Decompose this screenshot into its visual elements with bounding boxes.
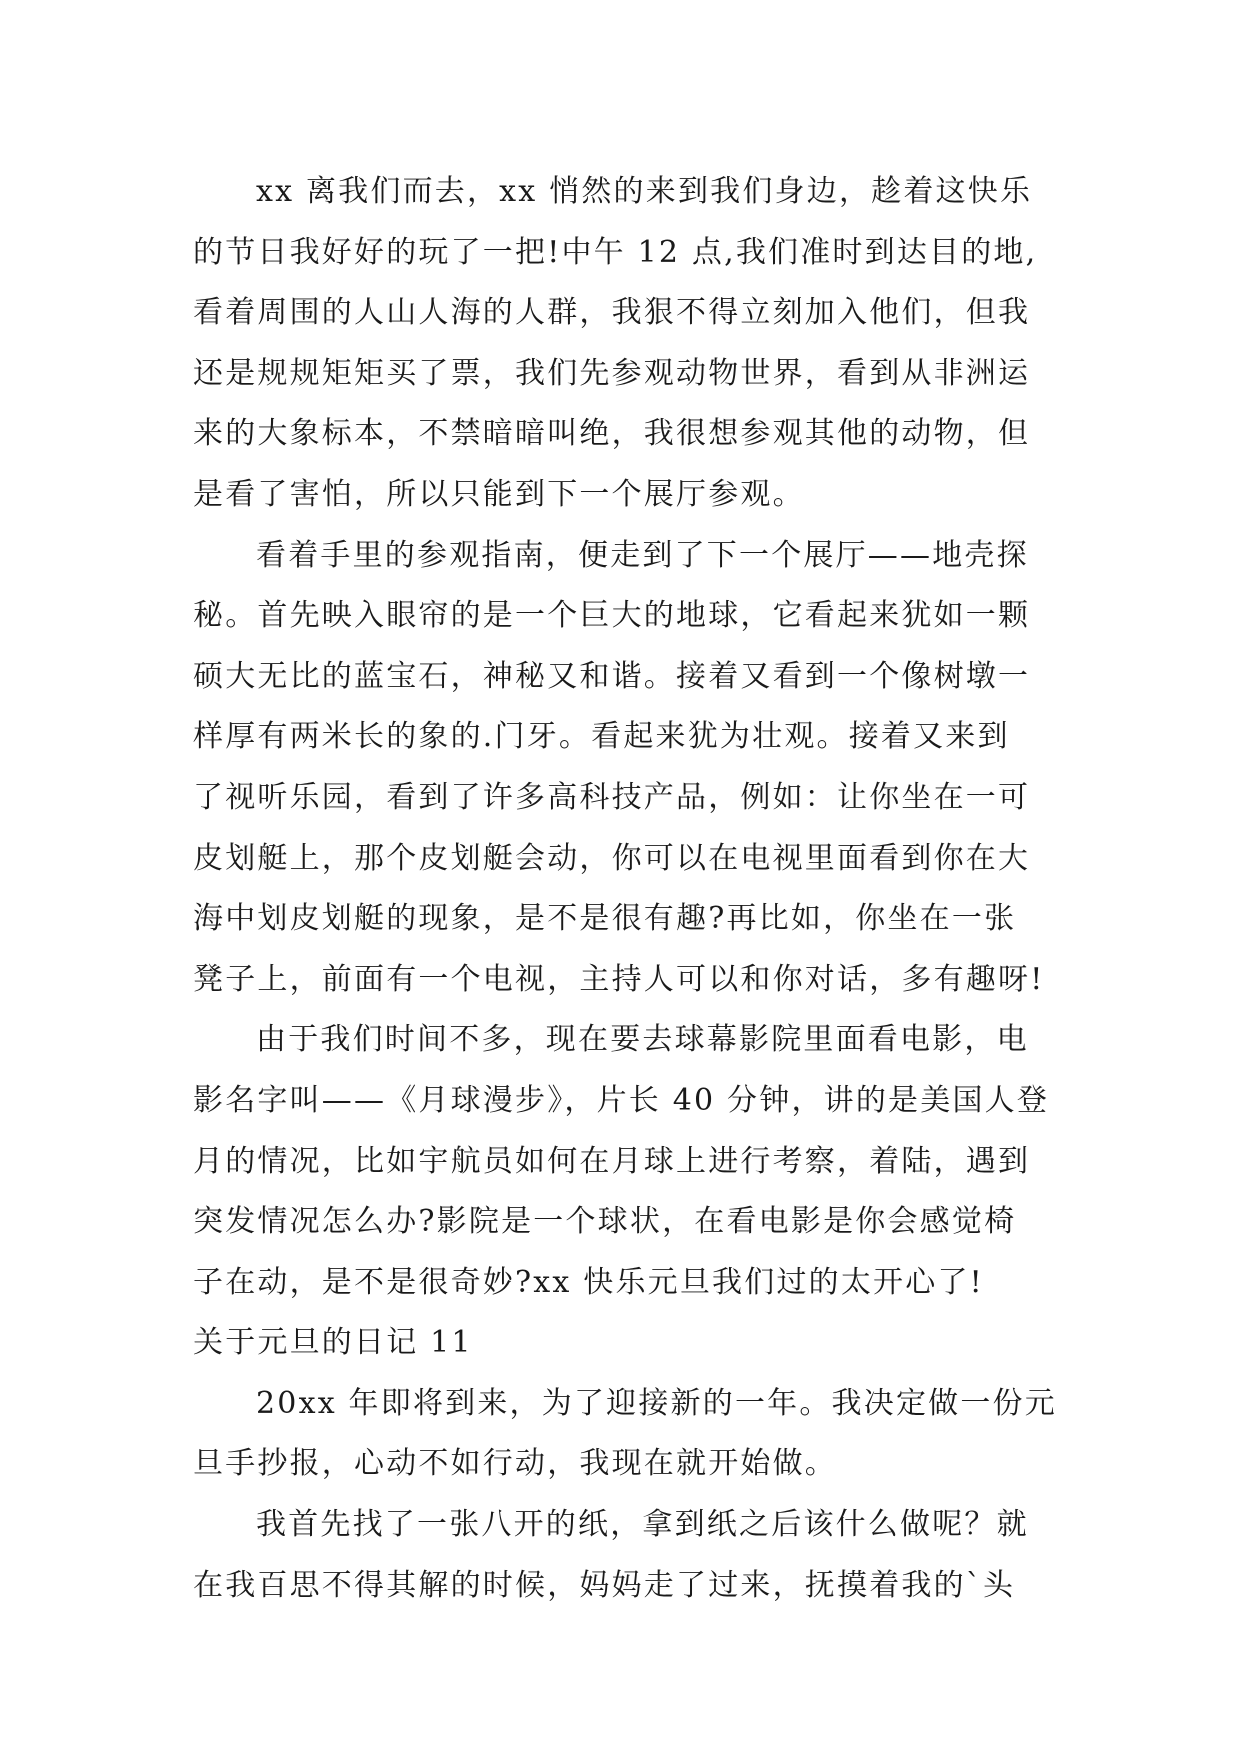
text-line: 凳子上，前面有一个电视，主持人可以和你对话，多有趣呀! xyxy=(193,961,1045,997)
text-line: 由于我们时间不多，现在要去球幕影院里面看电影，电 xyxy=(256,1022,1029,1058)
text-line: 子在动，是不是很奇妙?xx 快乐元旦我们过的太开心了! xyxy=(193,1264,984,1300)
text-line: 我首先找了一张八开的纸，拿到纸之后该什么做呢？就 xyxy=(256,1507,1029,1543)
text-line: 海中划皮划艇的现象，是不是很有趣?再比如，你坐在一张 xyxy=(193,901,1017,937)
text-line: 突发情况怎么办?影院是一个球状，在看电影是你会感觉椅 xyxy=(193,1204,1017,1240)
text-line: 来的大象标本，不禁暗暗叫绝，我很想参观其他的动物，但 xyxy=(193,416,1031,452)
text-line: 秘。首先映入眼帘的是一个巨大的地球，它看起来犹如一颗 xyxy=(193,598,1031,634)
text-line: 了视听乐园，看到了许多高科技产品，例如：让你坐在一可 xyxy=(193,779,1031,815)
section-heading: 关于元旦的日记 11 xyxy=(193,1325,473,1361)
text-line: 是看了害怕，所以只能到下一个展厅参观。 xyxy=(193,476,805,512)
text-line: 月的情况，比如宇航员如何在月球上进行考察，着陆，遇到 xyxy=(193,1143,1031,1179)
text-line: 旦手抄报，心动不如行动，我现在就开始做。 xyxy=(193,1446,837,1482)
text-line: 硕大无比的蓝宝石，神秘又和谐。接着又看到一个像树墩一 xyxy=(193,658,1031,694)
text-line: 在我百思不得其解的时候，妈妈走了过来，抚摸着我的`头 xyxy=(193,1567,1016,1603)
text-line: 20xx 年即将到来，为了迎接新的一年。我决定做一份元 xyxy=(256,1385,1057,1421)
text-line: 样厚有两米长的象的.门牙。看起来犹为壮观。接着又来到 xyxy=(193,719,1010,755)
text-line: 看着周围的人山人海的人群，我狠不得立刻加入他们，但我 xyxy=(193,295,1031,331)
text-line: 还是规规矩矩买了票，我们先参观动物世界，看到从非洲运 xyxy=(193,355,1031,391)
text-line: xx 离我们而去，xx 悄然的来到我们身边，趁着这快乐 xyxy=(256,174,1033,209)
diary-text xyxy=(193,162,1073,1616)
text-line: 影名字叫——《月球漫步》，片长 40 分钟，讲的是美国人登 xyxy=(193,1082,1050,1118)
text-line: 皮划艇上，那个皮划艇会动，你可以在电视里面看到你在大 xyxy=(193,840,1031,876)
text-line: 看着手里的参观指南，便走到了下一个展厅——地壳探 xyxy=(256,537,1029,573)
text-line: 的节日我好好的玩了一把!中午 12 点,我们准时到达目的地, xyxy=(193,234,1038,270)
